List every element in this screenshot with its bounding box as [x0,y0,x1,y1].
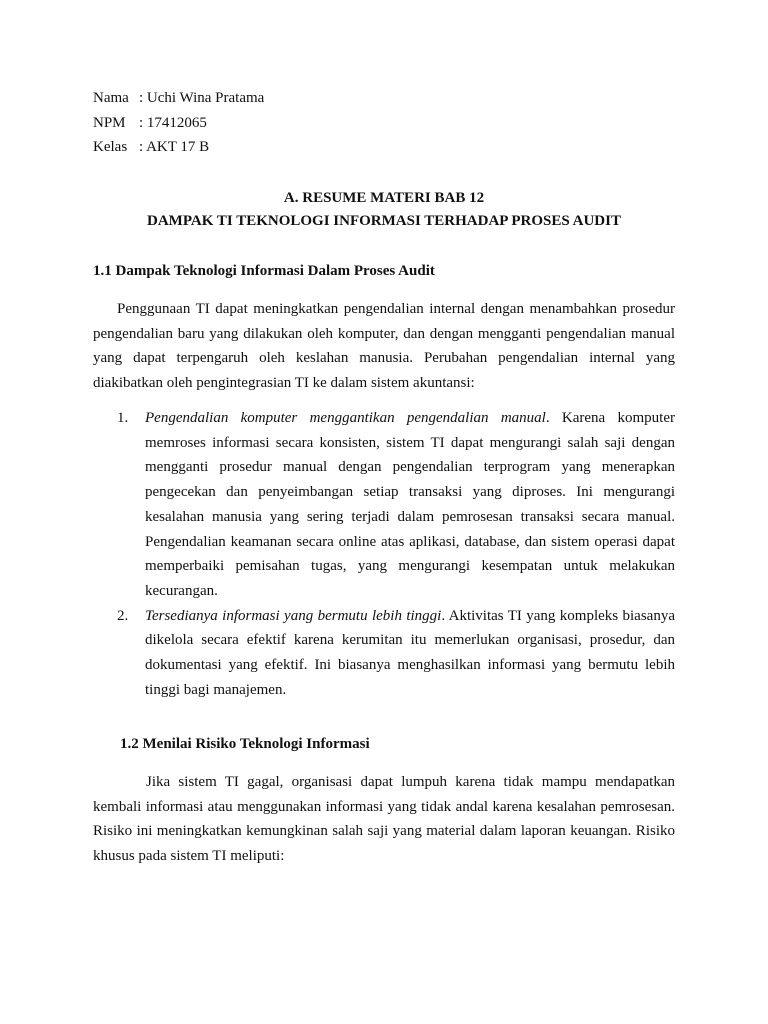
nama-row [93,86,264,111]
kelas-row [93,135,264,160]
list-item [93,406,675,604]
list-item-term: Pengendalian komputer menggantikan pengendalian manual [145,410,546,426]
kelas-value: : AKT 17 B [139,139,210,155]
npm-row [93,111,264,136]
kelas-label: Kelas [93,139,128,155]
section1-heading: 1.1 Dampak Teknologi Informasi Dalam Proses Audit [93,263,435,279]
list-item-text: . Aktivitas TI yang kompleks biasanya dikelola secara efektif karena kerumitan itu memerlukan organisasi, prosedur, dan dokumentasi yang efektif. Ini biasanya menghasilkan informasi yang bermutu lebih tinggi bagi manajemen. [145,607,675,698]
nama-value: : Uchi Wina Pratama [139,90,265,106]
student-info [93,86,264,160]
section2-paragraph: Jika sistem TI gagal, organisasi dapat lumpuh karena tidak mampu mendapatkan kembali informasi atau menggunakan informasi yang tidak andal karena kesalahan pemrosesan. Risiko ini meningkatkan kemungkinan salah saji yang material dalam laporan keuangan. Risiko khusus pada sistem TI meliputi: [93,774,675,865]
section2-heading: 1.2 Menilai Risiko Teknologi Informasi [120,736,370,752]
list-item-text: . Karena komputer memroses informasi secara konsisten, sistem TI dapat mengurangi salah saji dengan mengganti prosedur manual dengan pengendalian terprogram yang menerapkan pengecekan dan penyeimbangan setiap transaksi yang diproses. Ini mengurangi kesalahan manusia yang sering terjadi dalam pemrosesan transaksi secara manual. Pengendalian keamanan secara online atas aplikasi, database, dan sistem operasi dapat memperbaiki pemisahan tugas, yang mengurangi kesempatan untuk melakukan kecurangan. [145,410,675,599]
list-item [93,604,675,703]
nama-label: Nama [93,90,129,106]
list-item-number: 2. [117,607,129,624]
document-title-line2: DAMPAK TI TEKNOLOGI INFORMASI TERHADAP PROSES AUDIT [147,213,621,229]
npm-value: : 17412065 [139,114,207,131]
list-item-number: 1. [117,410,129,426]
document-title-line1: A. RESUME MATERI BAB 12 [283,190,485,206]
section1-list [93,406,675,702]
section1-paragraph: Penggunaan TI dapat meningkatkan pengendalian internal dengan menambahkan prosedur pengendalian baru yang dilakukan oleh komputer, dan dengan mengganti pengendalian manual yang dapat terpengaruh oleh keslahan manusia. Perubahan pengendalian internal yang diakibatkan oleh pengintegrasian TI ke dalam sistem akuntansi: [93,301,675,392]
npm-label: NPM [93,114,126,131]
list-item-term: Tersedianya informasi yang bermutu lebih tinggi [145,607,442,624]
